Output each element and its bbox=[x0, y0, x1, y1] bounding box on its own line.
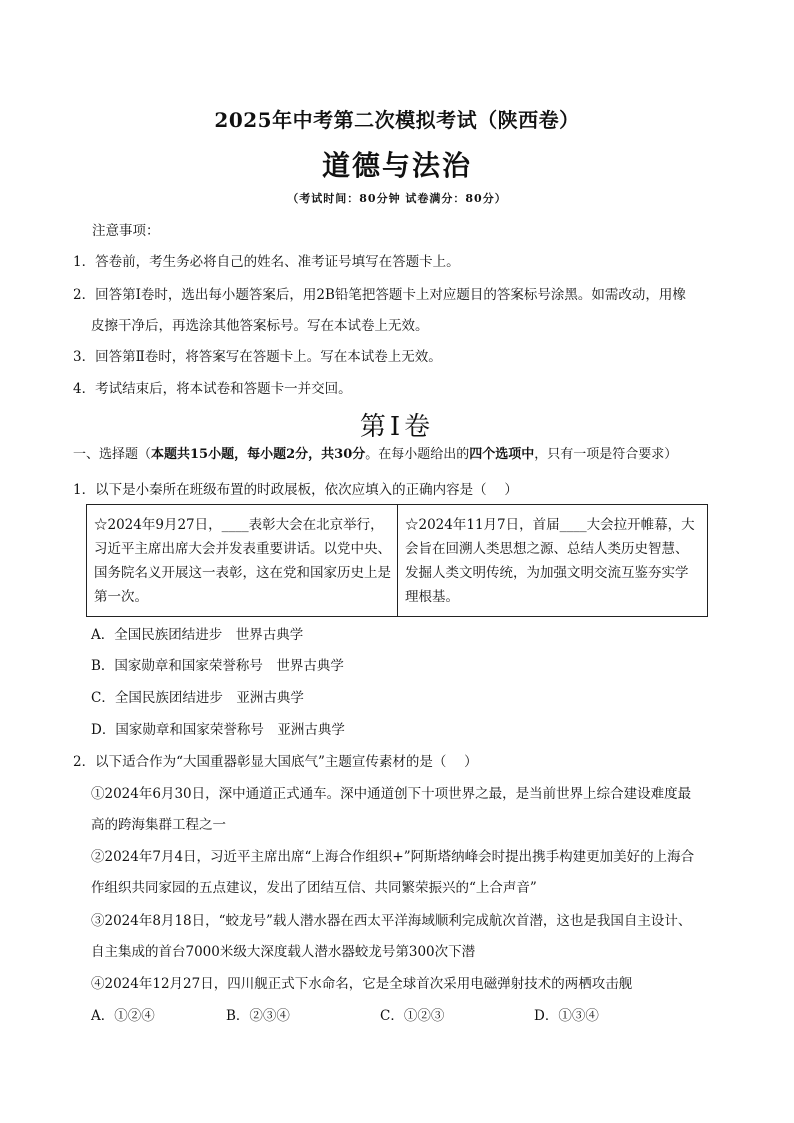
section-suffix: ，只有一项是符合要求） bbox=[534, 447, 678, 462]
question-1-option-b: B．国家勋章和国家荣誉称号 世界古典学 bbox=[91, 658, 344, 674]
news-board-right-cell: ☆2024年11月7日，首届____大会拉开帷幕，大会旨在回溯人类思想之源、总结人类历史智慧、发掘人类文明传统，为加强文明交流互鉴夯实学理根基。 bbox=[397, 505, 707, 616]
section-heading bbox=[73, 445, 677, 465]
question-1-option-d: D．国家勋章和国家荣誉称号 亚洲古典学 bbox=[91, 722, 345, 738]
section-mid: 。在每小题给出的 bbox=[365, 447, 470, 462]
question-2-item-2-cont: 作组织共同家园的五点建议，发出了团结互信、共同繁荣振兴的“上合声音” bbox=[91, 880, 537, 896]
note-item-2-cont: 皮擦干净后，再选涂其他答案标号。写在本试卷上无效。 bbox=[91, 318, 429, 334]
section-score-rule: 本题共15小题，每小题2分，共30分 bbox=[151, 447, 366, 462]
question-2-item-1: ①2024年6月30日，深中通道正式通车。深中通道创下十项世界之最，是当前世界上综合建设难度最 bbox=[91, 786, 692, 802]
question-2-option-d: D．①③④ bbox=[534, 1008, 599, 1024]
question-2-item-4: ④2024年12月27日，四川舰正式下水命名，它是全球首次采用电磁弹射技术的两栖攻击舰 bbox=[91, 976, 633, 992]
question-2-item-2: ②2024年7月4日，习近平主席出席“上海合作组织+”阿斯塔纳峰会时提出携手构建更加美好的上海合 bbox=[91, 849, 695, 865]
question-2-stem: 2．以下适合作为“大国重器彰显大国底气”主题宣传素材的是（ ） bbox=[73, 754, 478, 770]
question-2-option-a: A．①②④ bbox=[91, 1008, 155, 1024]
note-item-3: 3．回答第Ⅱ卷时，将答案写在答题卡上。写在本试卷上无效。 bbox=[73, 349, 442, 365]
question-2-options bbox=[91, 1005, 731, 1027]
news-board-left-cell: ☆2024年9月27日，____表彰大会在北京举行，习近平主席出席大会并发表重要讲话。以党中央、国务院名义开展这一表彰，这在党和国家历史上是第一次。 bbox=[94, 517, 391, 605]
section-prefix: 一、选择题（ bbox=[73, 447, 152, 462]
section-four-options: 四个选项中 bbox=[469, 447, 535, 462]
question-2-item-1-cont: 高的跨海集群工程之一 bbox=[91, 817, 226, 833]
note-item-4: 4．考试结束后，将本试卷和答题卡一并交回。 bbox=[73, 381, 352, 397]
question-1-option-c: C．全国民族团结进步 亚洲古典学 bbox=[91, 690, 304, 706]
question-1-stem: 1．以下是小秦所在班级布置的时政展板，依次应填入的正确内容是（ ） bbox=[73, 482, 518, 498]
question-2-item-3: ③2024年8月18日，“蛟龙号”载人潜水器在西太平洋海域顺利完成航次首潜，这也是我国自主设计、 bbox=[91, 913, 692, 929]
exam-time-and-score: （考试时间：80分钟 试卷满分：80分） bbox=[287, 192, 507, 205]
exam-title: 2025年中考第二次模拟考试（陕西卷） bbox=[214, 108, 580, 132]
question-2-option-c: C．①②③ bbox=[380, 1008, 445, 1024]
question-1-option-a: A．全国民族团结进步 世界古典学 bbox=[91, 627, 304, 643]
note-item-2: 2．回答第Ⅰ卷时，选出每小题答案后，用2B铅笔把答题卡上对应题目的答案标号涂黑。如需改动，用橡 bbox=[73, 287, 686, 303]
volume-title: 第Ⅰ卷 bbox=[359, 412, 435, 442]
news-board-table bbox=[86, 504, 708, 617]
notes-heading: 注意事项： bbox=[92, 223, 160, 239]
question-2-item-3-cont: 自主集成的首台7000米级大深度载人潜水器蛟龙号第300次下潜 bbox=[91, 944, 476, 960]
question-2-option-b: B．②③④ bbox=[226, 1008, 290, 1024]
note-item-1: 1．答卷前，考生务必将自己的姓名、准考证号填写在答题卡上。 bbox=[73, 254, 460, 270]
subject-title: 道德与法治 bbox=[321, 149, 472, 182]
